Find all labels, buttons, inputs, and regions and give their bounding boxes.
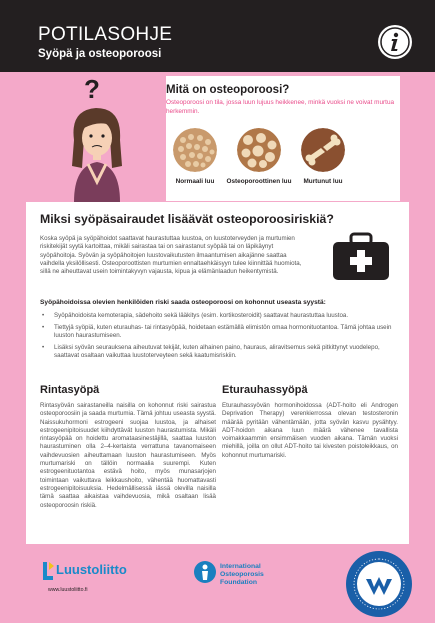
luustoliitto-name: Luustoliitto — [56, 562, 127, 577]
list-item: • Syöpähoidoista kemoterapia, sädehoito sekä lääkitys (esim. kortikosteroidit) saattavat haurastuttaa luustoa. — [40, 312, 395, 320]
intro-question: Mitä on osteoporoosi? — [166, 84, 290, 96]
svg-text:?: ? — [84, 78, 100, 104]
medical-kit-icon — [331, 232, 391, 282]
list-item: • Lisäksi syövän seurauksena aiheutuvat tekijät, kuten alhainen paino, haurаus, aliravitsemus sekä pitkittynyt vuodelepo, saattavat osaltaan vaikuttaa luustoterveyteen sekä kaatumisriskiin. — [40, 344, 395, 361]
risk-list — [40, 312, 395, 364]
osteoporotic-bone-label: Osteoporoottinen luu — [226, 178, 292, 185]
header-bar — [0, 0, 435, 72]
prostate-cancer-title: Eturauhassyöpä — [222, 384, 308, 396]
main-intro-text: Koska syöpä ja syöpähoidot saattavat haurastuttaa luustoa, on luustoterveyden ja murtumien riskitekijät syytä kartoittaa, mikäli sairastaa tai on sairastanut syöpää tai on läpikäynyt syöpähoitoja. Syövän ja syöpähoitojen luustovaikutusten ilmaantumisen aikajänne saattaa vaihdella yksilöllisesti. Osteoporoottisten murtumien ennaltaehkäisyyn tulee kiinnittää huomiota, sillä ne aiheuttavat usein toimintakyvyn vajausta, kipua ja elämänlaadun heikentymistä. — [40, 235, 302, 276]
confused-woman-illustration — [60, 78, 140, 202]
normal-bone-label: Normaali luu — [175, 178, 215, 185]
breast-cancer-text: Rintasyövän sairastaneilla naisilla on kohonnut riski sairastua osteoporoosiin ja saada murtumia. Tämä johtuu useasta syystä. Naissukuhormoni estrogeeni suojaa luustoa, ja alhaiset estrogeenipitoisuudet kiihdyttävät luuston haurastumista. Mikäli rintasyöpää on hoidettu aromataasinestäjillä, saattaa luuston haurastuminen olla 2–4-kertaista verrattuna tavanomaiseen vaihdevuosien aiheuttamaan luuston haurastumiseen. Myös murtumariski on tällöin normaalia suurempi. Kuten estrogeenituotantoa estävä hoito, myös munasarjojen toimintaan vaikuttava leikkaushoito, vähentää huomattavasti estrogeenipitoisuuksia. Hedelmällisessä iässä olevilla naisilla tämä saattaa aikaistaa vaihdevuosia, mikä osaltaan lisää osteoporoosin riskiä. — [40, 402, 216, 509]
suomen-syopapotilaat-logo — [344, 549, 414, 619]
normal-bone-image — [173, 128, 217, 172]
list-item: • Tiettyjä syöpiä, kuten eturauhas- tai rintasyöpää, hoidetaan estämällä elimistön omaa hormonituotantoa. Tämä johtaa usein luuston haurastumiseen. — [40, 324, 395, 341]
breast-cancer-title: Rintasyöpä — [40, 384, 100, 396]
iof-name: International Osteoporosis Foundation — [220, 563, 264, 586]
osteoporotic-bone-image — [237, 128, 281, 172]
iof-logo-icon — [193, 560, 217, 584]
main-heading: Miksi syöpäsairaudet lisäävät osteoporoosiriskiä? — [40, 212, 334, 226]
page-title: POTILASOHJE — [38, 24, 173, 45]
luustoliitto-url[interactable]: www.luustoliitto.fi — [48, 587, 88, 593]
fractured-bone-image — [301, 128, 345, 172]
prostate-cancer-text: Eturauhassyövän hormonihoidossa (ADT-hoito eli Androgen Deprivation Therapy) verenkierrossa olevan testosteronin määrää pyritään vähentämään, jotta syövän kasvu pysähtyy. ADT-hoidon aikana luun määrä vähenee tavallista voimakkaammin ensimmäisen vuoden aikana. Tämän vuoksi miehillä, joilla on ollut ADT-hoito tai kivesten poistoleikkaus, on kohonnut murtumariski. — [222, 402, 398, 459]
info-icon — [378, 25, 412, 59]
fractured-bone-label: Murtunut luu — [303, 178, 343, 185]
intro-description: Osteoporoosi on tila, jossa luun lujuus heikkenee, minkä vuoksi ne voivat murtua herkemmin. — [166, 99, 395, 115]
risk-heading: Syöpähoidoissa olevien henkilöiden riski saada osteoporoosi on kohonnut useasta syystä: — [40, 299, 326, 306]
main-content-panel — [26, 202, 409, 544]
page-subtitle: Syöpä ja osteoporoosi — [38, 48, 162, 60]
